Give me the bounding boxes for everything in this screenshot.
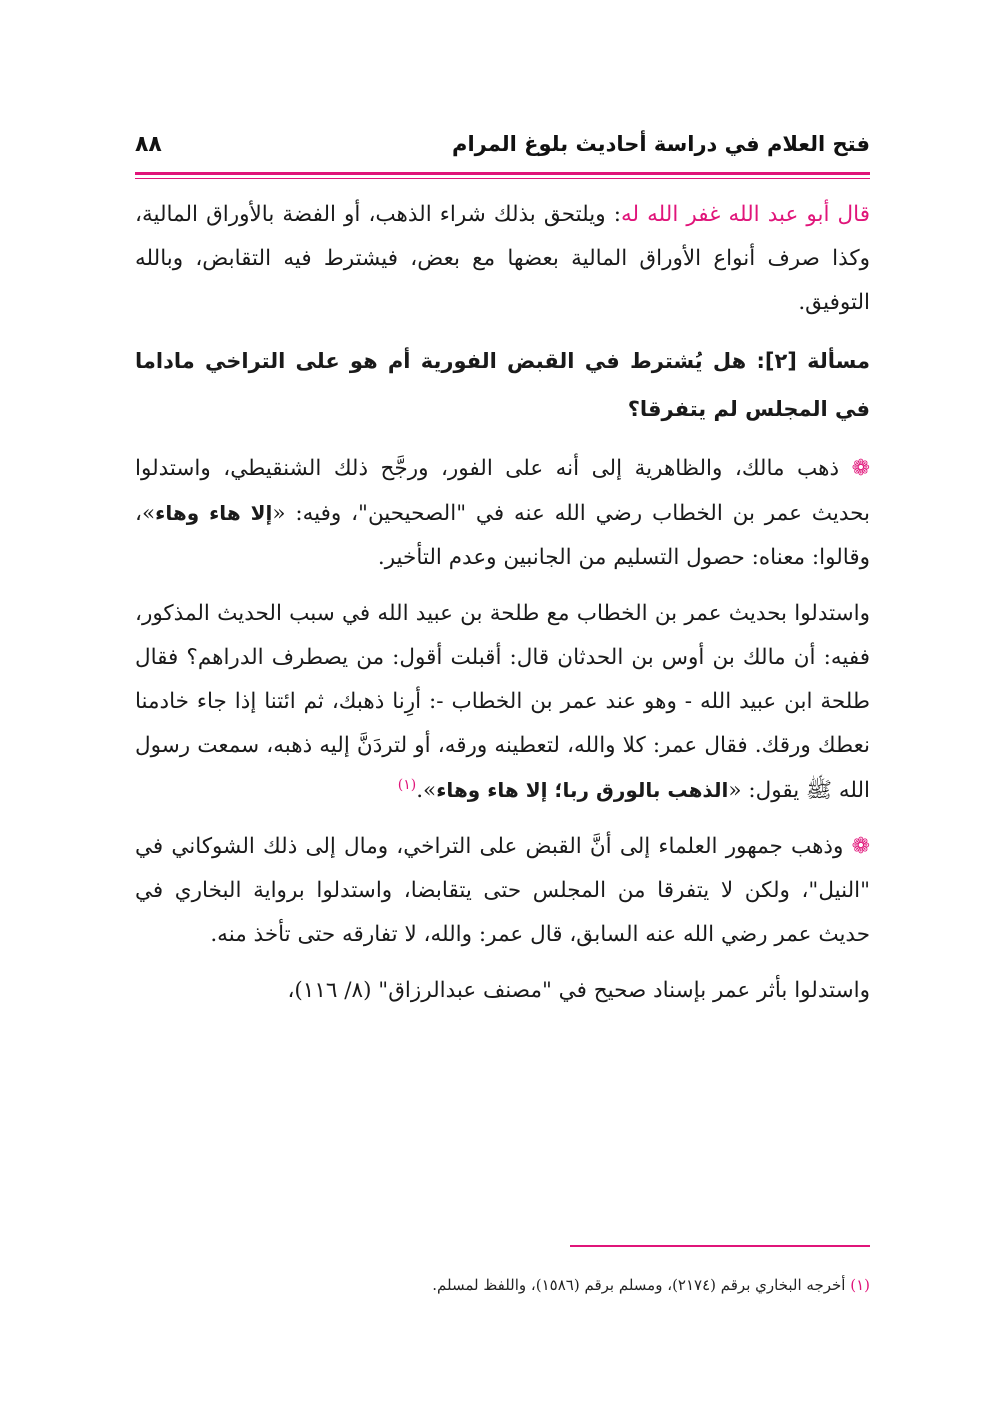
flower-bullet-icon: ❁: [851, 834, 870, 859]
paragraph-5-text: واستدلوا بأثر عمر بإسناد صحيح في "مصنف عبدالرزاق" (٨/ ١١٦)،: [287, 978, 870, 1003]
page-header: [135, 124, 870, 164]
main-text: [135, 193, 870, 1025]
page-number: ٨٨: [135, 131, 162, 157]
footnote-text: أخرجه البخاري برقم (٢١٧٤)، ومسلم برقم (١٥٨٦)، واللفظ لمسلم.: [432, 1276, 851, 1294]
book-title: فتح العلام في دراسة أحاديث بلوغ المرام: [452, 132, 870, 156]
paragraph-2-text-b: »، وقالوا: معناه: حصول التسليم من الجانبين وعدم التأخير.: [135, 501, 870, 570]
paragraph-3-text-b: ».: [416, 778, 437, 803]
header-rule-thick: [135, 172, 870, 175]
footnote-ref[interactable]: (١): [397, 776, 417, 793]
paragraph-5: [135, 969, 870, 1013]
paragraph-2: [135, 447, 870, 580]
question-label: مسألة [٢]:: [756, 349, 870, 373]
hadith-quote: الذهب بالورق ربا؛ إلا هاء وهاء: [436, 778, 729, 802]
paragraph-4-text: وذهب جمهور العلماء إلى أنَّ القبض على التراخي، ومال إلى ذلك الشوكاني في "النيل"، ولكن لا يتفرقا من المجلس حتى يتقابضا، واستدلوا برواية البخاري في حديث عمر رضي الله عنه السابق، قال عمر: والله، لا تفارقه حتى تأخذ منه.: [135, 834, 870, 947]
footnote-rule: [570, 1245, 870, 1247]
paragraph-1-text: : ويلتحق بذلك شراء الذهب، أو الفضة بالأوراق المالية، وكذا صرف أنواع الأوراق المالية بعضها مع بعض، فيشترط فيه التقابض، وبالله التوفيق.: [135, 202, 870, 315]
paragraph-3: [135, 592, 870, 813]
question-text: هل يُشترط في القبض الفورية أم هو على التراخي ماداما في المجلس لم يتفرقا؟: [135, 349, 870, 421]
paragraph-2-text-a: ذهب مالك، والظاهرية إلى أنه على الفور، ورجَّح ذلك الشنقيطي، واستدلوا بحديث عمر بن الخطاب رضي الله عنه في "الصحيحين"، وفيه: «: [135, 456, 870, 526]
footnote: [135, 1272, 870, 1298]
header-rule-thin: [135, 178, 870, 179]
author-phrase: قال أبو عبد الله غفر الله له: [620, 202, 870, 227]
hadith-quote: إلا هاء وهاء: [155, 501, 273, 525]
footnote-number: (١): [850, 1276, 870, 1294]
paragraph-4: [135, 825, 870, 957]
question-heading: [135, 337, 870, 433]
paragraph-3-text-a: واستدلوا بحديث عمر بن الخطاب مع طلحة بن عبيد الله في سبب الحديث المذكور، ففيه: أن مالك بن أوس بن الحدثان قال: أقبلت أقول: من يصطرف الدراهم؟ فقال طلحة ابن عبيد الله - وهو عند عمر بن الخطاب -: أرِنا ذهبك، ثم ائتنا إذا جاء خادمنا نعطك ورقك. فقال عمر: كلا والله، لتعطينه ورقه، أو لتردَنَّ إليه ذهبه، سمعت رسول الله ﷺ يقول: «: [135, 601, 870, 803]
paragraph-1: [135, 193, 870, 325]
flower-bullet-icon: ❁: [851, 456, 870, 481]
